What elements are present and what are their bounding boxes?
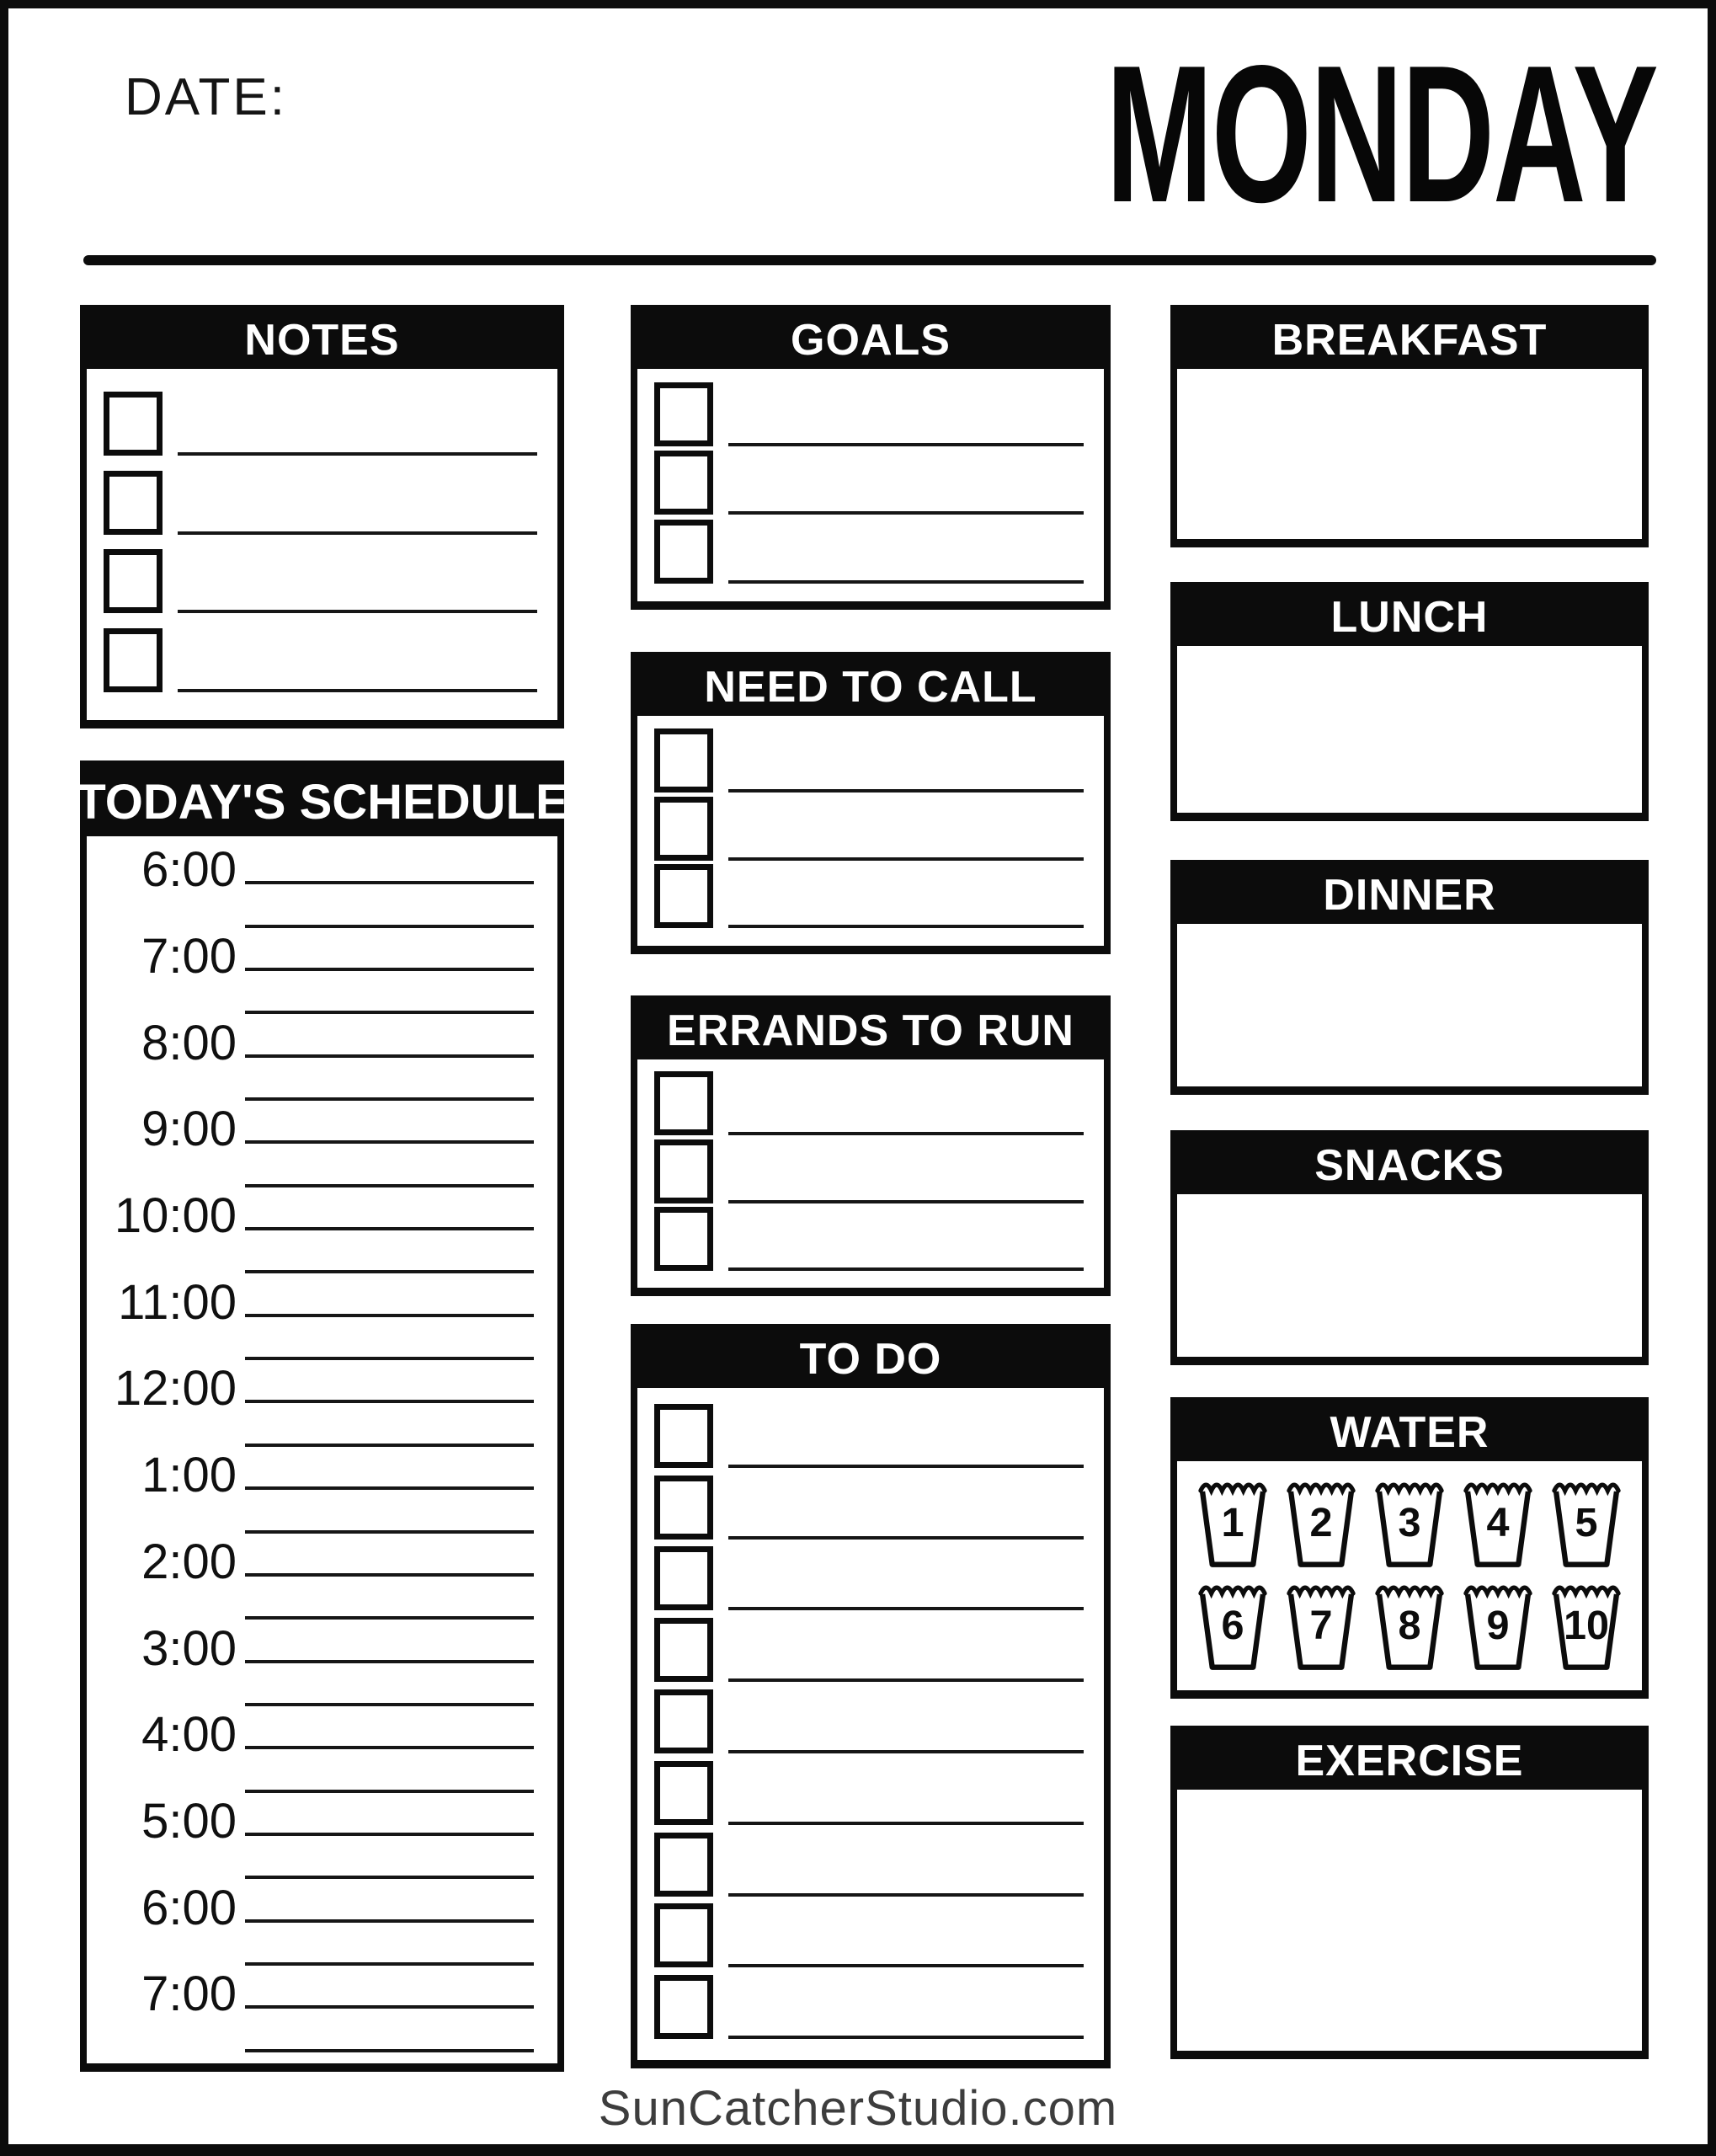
schedule-write-line[interactable]	[245, 1919, 534, 1923]
checkbox[interactable]	[654, 1618, 713, 1682]
checkbox[interactable]	[104, 471, 163, 535]
water-cup[interactable]	[1461, 1476, 1535, 1570]
checklist-row	[654, 1071, 1084, 1135]
schedule-write-line[interactable]	[245, 1876, 534, 1879]
water-cup-number: 3	[1398, 1500, 1421, 1546]
schedule-hour-row	[95, 1102, 534, 1157]
schedule-write-line[interactable]	[245, 1530, 534, 1534]
water-glass-icon	[1372, 1578, 1447, 1673]
schedule-write-line[interactable]	[245, 1833, 534, 1836]
schedule-time-label: 7:00	[141, 929, 237, 985]
water-title: WATER	[1330, 1408, 1490, 1457]
schedule-hour-row	[95, 929, 534, 985]
todo-title: TO DO	[799, 1335, 942, 1384]
checklist-row	[654, 797, 1084, 861]
write-line[interactable]	[728, 857, 1084, 861]
checklist-row	[104, 549, 537, 613]
water-glass-icon	[1372, 1476, 1447, 1570]
checkbox[interactable]	[104, 392, 163, 456]
water-glass-icon	[1461, 1578, 1535, 1673]
notes-section	[80, 305, 564, 728]
checklist-row	[654, 1975, 1084, 2039]
exercise-input-area[interactable]	[1177, 1790, 1642, 2051]
checkbox[interactable]	[654, 1903, 713, 1967]
goals-checklist	[637, 369, 1104, 601]
schedule-write-line[interactable]	[245, 1962, 534, 1966]
schedule-time-label: 1:00	[141, 1448, 237, 1503]
schedule-time-label: 8:00	[141, 1015, 237, 1070]
snacks-title: SNACKS	[1314, 1141, 1505, 1190]
schedule-hour-row	[95, 1361, 534, 1417]
write-line[interactable]	[728, 443, 1084, 446]
schedule-write-line[interactable]	[245, 1184, 534, 1187]
water-glass-icon	[1549, 1578, 1623, 1673]
water-cup[interactable]	[1284, 1578, 1358, 1673]
checklist-row	[654, 1833, 1084, 1897]
day-title: MONDAY	[1106, 25, 1657, 243]
write-line[interactable]	[728, 1607, 1084, 1610]
need-to-call-header	[637, 659, 1104, 716]
errands-checklist	[637, 1059, 1104, 1288]
checklist-row	[104, 628, 537, 692]
write-line[interactable]	[728, 1536, 1084, 1540]
water-cup-number: 9	[1486, 1602, 1510, 1648]
schedule-hour-row	[95, 1967, 534, 2022]
checklist-row	[654, 1761, 1084, 1825]
checklist-row	[104, 392, 537, 456]
water-header	[1177, 1404, 1642, 1461]
notes-checklist	[87, 369, 557, 720]
schedule-time-label: 4:00	[141, 1707, 237, 1763]
write-line[interactable]	[178, 610, 537, 613]
schedule-write-line[interactable]	[245, 1314, 534, 1317]
write-line[interactable]	[728, 511, 1084, 515]
schedule-time-label: 7:00	[141, 1967, 237, 2022]
schedule-write-line[interactable]	[245, 1486, 534, 1490]
water-glass-icon	[1196, 1578, 1270, 1673]
snacks-section	[1170, 1130, 1649, 1365]
checkbox[interactable]	[654, 797, 713, 861]
date-label: DATE:	[125, 68, 287, 126]
checkbox[interactable]	[654, 1404, 713, 1468]
footer-credit: SunCatcherStudio.com	[598, 2081, 1118, 2136]
checkbox[interactable]	[654, 1139, 713, 1203]
errands-section	[631, 995, 1111, 1296]
checklist-row	[104, 471, 537, 535]
schedule-write-line[interactable]	[245, 1703, 534, 1706]
checklist-row	[654, 1476, 1084, 1540]
water-cup-number: 6	[1221, 1602, 1244, 1648]
checkbox[interactable]	[654, 1476, 713, 1540]
notes-title: NOTES	[244, 316, 400, 365]
write-line[interactable]	[728, 1132, 1084, 1135]
water-glass-icon	[1196, 1476, 1270, 1570]
schedule-hour-row	[95, 1880, 534, 1935]
checkbox[interactable]	[654, 382, 713, 446]
schedule-write-line[interactable]	[245, 881, 534, 884]
snacks-header	[1177, 1137, 1642, 1194]
write-line[interactable]	[178, 452, 537, 456]
schedule-time-label: 10:00	[114, 1188, 237, 1244]
todo-section	[631, 1324, 1111, 2068]
water-glass-icon	[1549, 1476, 1623, 1570]
checkbox[interactable]	[654, 1207, 713, 1271]
checkbox[interactable]	[654, 864, 713, 928]
checklist-row	[654, 864, 1084, 928]
lunch-input-area[interactable]	[1177, 646, 1642, 813]
breakfast-input-area[interactable]	[1177, 369, 1642, 539]
schedule-write-line[interactable]	[245, 1270, 534, 1273]
water-cup[interactable]	[1372, 1578, 1447, 1673]
schedule-section	[76, 760, 568, 2072]
schedule-hour-row	[95, 1448, 534, 1503]
checklist-row	[654, 1903, 1084, 1967]
dinner-section	[1170, 860, 1649, 1095]
schedule-hour-row	[95, 1188, 534, 1244]
write-line[interactable]	[178, 531, 537, 535]
write-line[interactable]	[728, 580, 1084, 584]
need-to-call-title: NEED TO CALL	[704, 663, 1037, 712]
water-glass-icon	[1284, 1578, 1358, 1673]
water-cup-number: 10	[1563, 1602, 1610, 1648]
schedule-write-line[interactable]	[245, 968, 534, 971]
water-cup-number: 8	[1398, 1602, 1421, 1648]
checklist-row	[654, 1404, 1084, 1468]
todo-checklist	[637, 1388, 1104, 2060]
water-cup-number: 7	[1309, 1602, 1333, 1648]
water-glass-icon	[1461, 1476, 1535, 1570]
water-cup-number: 4	[1486, 1500, 1510, 1546]
water-cup-number: 2	[1309, 1500, 1333, 1546]
schedule-write-line[interactable]	[245, 2005, 534, 2009]
water-cup[interactable]	[1196, 1476, 1270, 1570]
schedule-write-line[interactable]	[245, 1616, 534, 1620]
checklist-row	[654, 451, 1084, 515]
write-line[interactable]	[728, 1964, 1084, 1967]
goals-header	[637, 312, 1104, 369]
goals-title: GOALS	[791, 316, 951, 365]
schedule-write-line[interactable]	[245, 1573, 534, 1577]
water-cup[interactable]	[1372, 1476, 1447, 1570]
write-line[interactable]	[728, 925, 1084, 928]
schedule-time-label: 6:00	[141, 1880, 237, 1935]
checkbox[interactable]	[654, 1546, 713, 1610]
water-cup[interactable]	[1549, 1476, 1623, 1570]
water-cup[interactable]	[1284, 1476, 1358, 1570]
dinner-header	[1177, 867, 1642, 924]
schedule-write-line[interactable]	[245, 1011, 534, 1014]
write-line[interactable]	[728, 789, 1084, 792]
checkbox[interactable]	[654, 451, 713, 515]
checklist-row	[654, 1207, 1084, 1271]
water-cup-number: 1	[1221, 1500, 1244, 1546]
exercise-section	[1170, 1726, 1649, 2059]
schedule-hour-row	[95, 1534, 534, 1589]
schedule-write-line[interactable]	[245, 1400, 534, 1403]
schedule-time-label: 6:00	[141, 842, 237, 898]
notes-header	[87, 312, 557, 369]
checklist-row	[654, 1689, 1084, 1753]
header-divider-rule	[83, 255, 1656, 265]
schedule-write-line[interactable]	[245, 1660, 534, 1663]
schedule-header	[76, 767, 568, 836]
need-to-call-checklist	[637, 716, 1104, 946]
schedule-hour-row	[95, 1707, 534, 1763]
checklist-row	[654, 382, 1084, 446]
breakfast-section	[1170, 305, 1649, 547]
checkbox[interactable]	[654, 728, 713, 792]
checklist-row	[654, 1618, 1084, 1682]
checklist-row	[654, 1139, 1084, 1203]
water-cup[interactable]	[1461, 1578, 1535, 1673]
schedule-time-label: 2:00	[141, 1534, 237, 1589]
todo-header	[637, 1331, 1104, 1388]
errands-header	[637, 1002, 1104, 1059]
write-line[interactable]	[728, 1893, 1084, 1897]
checkbox[interactable]	[654, 1975, 713, 2039]
errands-title: ERRANDS TO RUN	[667, 1006, 1074, 1055]
schedule-hour-row	[95, 1015, 534, 1070]
write-line[interactable]	[728, 1822, 1084, 1825]
water-cup-number: 5	[1575, 1500, 1598, 1546]
checkbox[interactable]	[654, 520, 713, 584]
schedule-hour-row	[95, 842, 534, 898]
schedule-list	[87, 836, 557, 2063]
water-glass-icon	[1284, 1476, 1358, 1570]
checklist-row	[654, 1546, 1084, 1610]
schedule-write-line[interactable]	[245, 1140, 534, 1144]
write-line[interactable]	[728, 2036, 1084, 2039]
write-line[interactable]	[728, 1465, 1084, 1468]
snacks-input-area[interactable]	[1177, 1194, 1642, 1357]
schedule-write-line[interactable]	[245, 1097, 534, 1101]
lunch-title: LUNCH	[1330, 593, 1489, 642]
water-cup[interactable]	[1196, 1578, 1270, 1673]
schedule-hour-row	[95, 1620, 534, 1676]
exercise-title: EXERCISE	[1295, 1737, 1524, 1785]
schedule-title: TODAY'S SCHEDULE	[76, 774, 568, 830]
schedule-write-line[interactable]	[245, 1444, 534, 1447]
checkbox[interactable]	[104, 628, 163, 692]
schedule-time-label: 5:00	[141, 1793, 237, 1849]
lunch-header	[1177, 589, 1642, 646]
schedule-time-label: 12:00	[114, 1361, 237, 1417]
schedule-write-line[interactable]	[245, 925, 534, 928]
lunch-section	[1170, 582, 1649, 821]
dinner-input-area[interactable]	[1177, 924, 1642, 1086]
schedule-write-line[interactable]	[245, 2049, 534, 2052]
schedule-write-line[interactable]	[245, 1357, 534, 1360]
checkbox[interactable]	[654, 1833, 713, 1897]
write-line[interactable]	[178, 689, 537, 692]
write-line[interactable]	[728, 1200, 1084, 1203]
schedule-write-line[interactable]	[245, 1746, 534, 1749]
schedule-write-line[interactable]	[245, 1054, 534, 1058]
checklist-row	[654, 520, 1084, 584]
checklist-row	[654, 728, 1084, 792]
dinner-title: DINNER	[1323, 871, 1496, 920]
checkbox[interactable]	[654, 1071, 713, 1135]
schedule-time-label: 3:00	[141, 1620, 237, 1676]
schedule-hour-row	[95, 1274, 534, 1330]
goals-section	[631, 305, 1111, 610]
write-line[interactable]	[728, 1750, 1084, 1753]
schedule-time-label: 9:00	[141, 1102, 237, 1157]
schedule-write-line[interactable]	[245, 1790, 534, 1793]
checkbox[interactable]	[104, 549, 163, 613]
schedule-hour-row	[95, 1793, 534, 1849]
schedule-time-label: 11:00	[118, 1274, 237, 1330]
water-tracker	[1177, 1461, 1642, 1690]
checkbox[interactable]	[654, 1689, 713, 1753]
exercise-header	[1177, 1732, 1642, 1790]
need-to-call-section	[631, 652, 1111, 954]
write-line[interactable]	[728, 1267, 1084, 1271]
breakfast-title: BREAKFAST	[1271, 316, 1548, 365]
schedule-write-line[interactable]	[245, 1227, 534, 1230]
write-line[interactable]	[728, 1678, 1084, 1682]
breakfast-header	[1177, 312, 1642, 369]
checkbox[interactable]	[654, 1761, 713, 1825]
water-cup[interactable]	[1549, 1578, 1623, 1673]
water-section	[1170, 1397, 1649, 1699]
